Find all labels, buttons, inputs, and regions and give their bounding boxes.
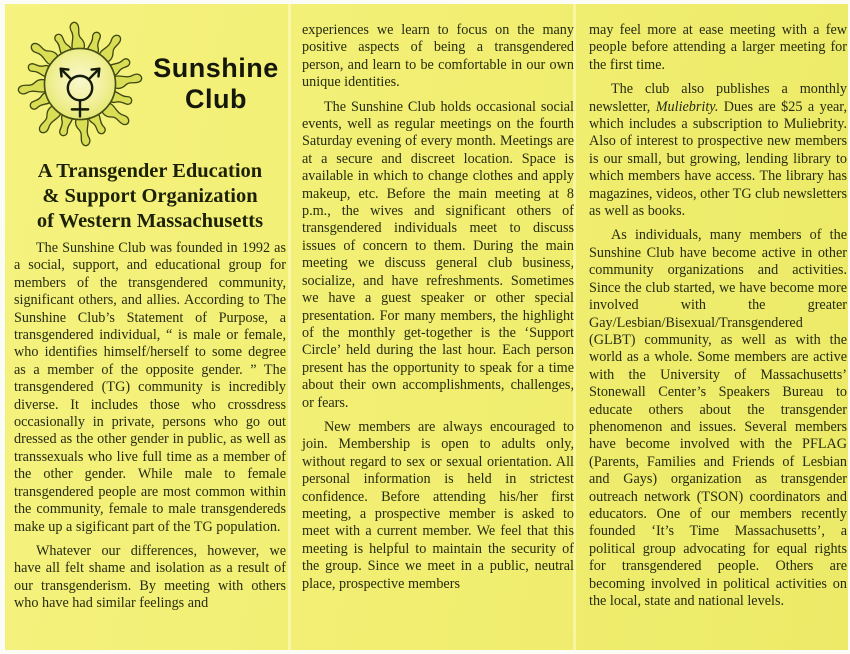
- tagline-line: of Western Massachusetts: [36, 210, 264, 232]
- tagline-line: A Transgender Education: [37, 160, 263, 182]
- paragraph: may feel more at ease meeting with a few people before attending a larger meeting for the first time.: [589, 22, 847, 73]
- brochure-page: [5, 4, 848, 650]
- club-name-line: Sunshine: [153, 53, 279, 83]
- tagline: [14, 159, 286, 234]
- paragraph: As individuals, many members of the Sunshine Club have become active in other community organizations and activities. Since the club started, we have become more involved with the greater Gay/Lesbian/Bisexual/Transgendered (GLBT) community, as well as with the world as a whole. Some members are active with the University of Massachusetts’ Stonewall Center’s Speakers Bureau to educate others about the transgender phenomenon and issues. Several members have become involved with the PFLAG (Parents, Families and Friends of Lesbian and Gays) organization as transgender outreach network (TSON) coordinators and educators. One of our members recently founded ‘It’s Time Massachusetts’, a political group advocating for equal rights for transgendered people. Others are becoming involved in political activities on the local, state and national levels.: [589, 227, 847, 609]
- newsletter-title: Muliebrity.: [655, 98, 719, 115]
- panel-left: [14, 4, 286, 650]
- brochure-columns: [5, 4, 848, 650]
- panel-right: [589, 4, 847, 650]
- paragraph: experiences we learn to focus on the many positive aspects of being a transgendered person, and learn to be comfortable in our own unique identities.: [302, 22, 574, 91]
- paragraph: New members are always encouraged to join. Membership is open to adults only, without regard to sex or sexual orientation. All personal information is held in strictest confidence. Before attending his/her first meeting, a prospective member is asked to meet with a current member. We feel that this meeting is helpful to maintain the security of the group. Since we meet in a public, neutral place, prospective members: [302, 418, 574, 592]
- paragraph-run: Dues are $25 a year, which includes a subscription to Muliebrity. Also of interest to prospective new members is our small, but growing, lending library to which members have access. The library has magazines, videos, other TG club newsletters as well as books.: [589, 98, 847, 220]
- paragraph-run: The club also publishes a monthly newsletter,: [589, 81, 847, 115]
- tagline-line: & Support Organization: [42, 185, 258, 207]
- masthead: [14, 18, 286, 150]
- sun-transgender-logo-icon: [14, 18, 146, 150]
- paragraph: [589, 81, 847, 220]
- club-name-line: Club: [185, 84, 247, 114]
- club-name: [146, 53, 286, 115]
- paragraph: Whatever our differences, however, we have all felt shame and isolation as a result of our transgenderism. By meeting with others who have had similar feelings and: [14, 542, 286, 612]
- panel-middle: [302, 4, 574, 650]
- paragraph: The Sunshine Club was founded in 1992 as a social, support, and educational group for members of the transgendered community, significant others, and allies. According to The Sunshine Club’s Statement of Purpose, a transgendered individual, “ is male or female, who identifies himself/herself to some degree as a member of the opposite gender. ” The transgendered (TG) community is incredibly diverse. It includes those who crossdress occasionally in private, persons who go out dressed as the other gender in public, as well as transsexuals who live full time as a member of the other gender. While male to female transgendered people are most common within the community, female to male transgendereds make up a sigificant part of the TG population.: [14, 240, 286, 535]
- paragraph: The Sunshine Club holds occasional social events, well as regular meetings on the fourth Saturday evening of every month. Meetings are at a secure and discreet location. Space is available in which to change clothes and apply makeup, etc. Before the main meeting at 8 p.m., the wives and significant others of transgendered individuals meet to discuss issues of concern to them. During the main meeting we discuss general club business, socialize, and have refreshments. Sometimes we have a guest speaker or other special presentation. For many members, the highlight of the monthly get-together is the ‘Support Circle’ held during the last hour. Each person present has the opportunity to speak for a time about their own accomplishments, challenges, or fears.: [302, 98, 574, 411]
